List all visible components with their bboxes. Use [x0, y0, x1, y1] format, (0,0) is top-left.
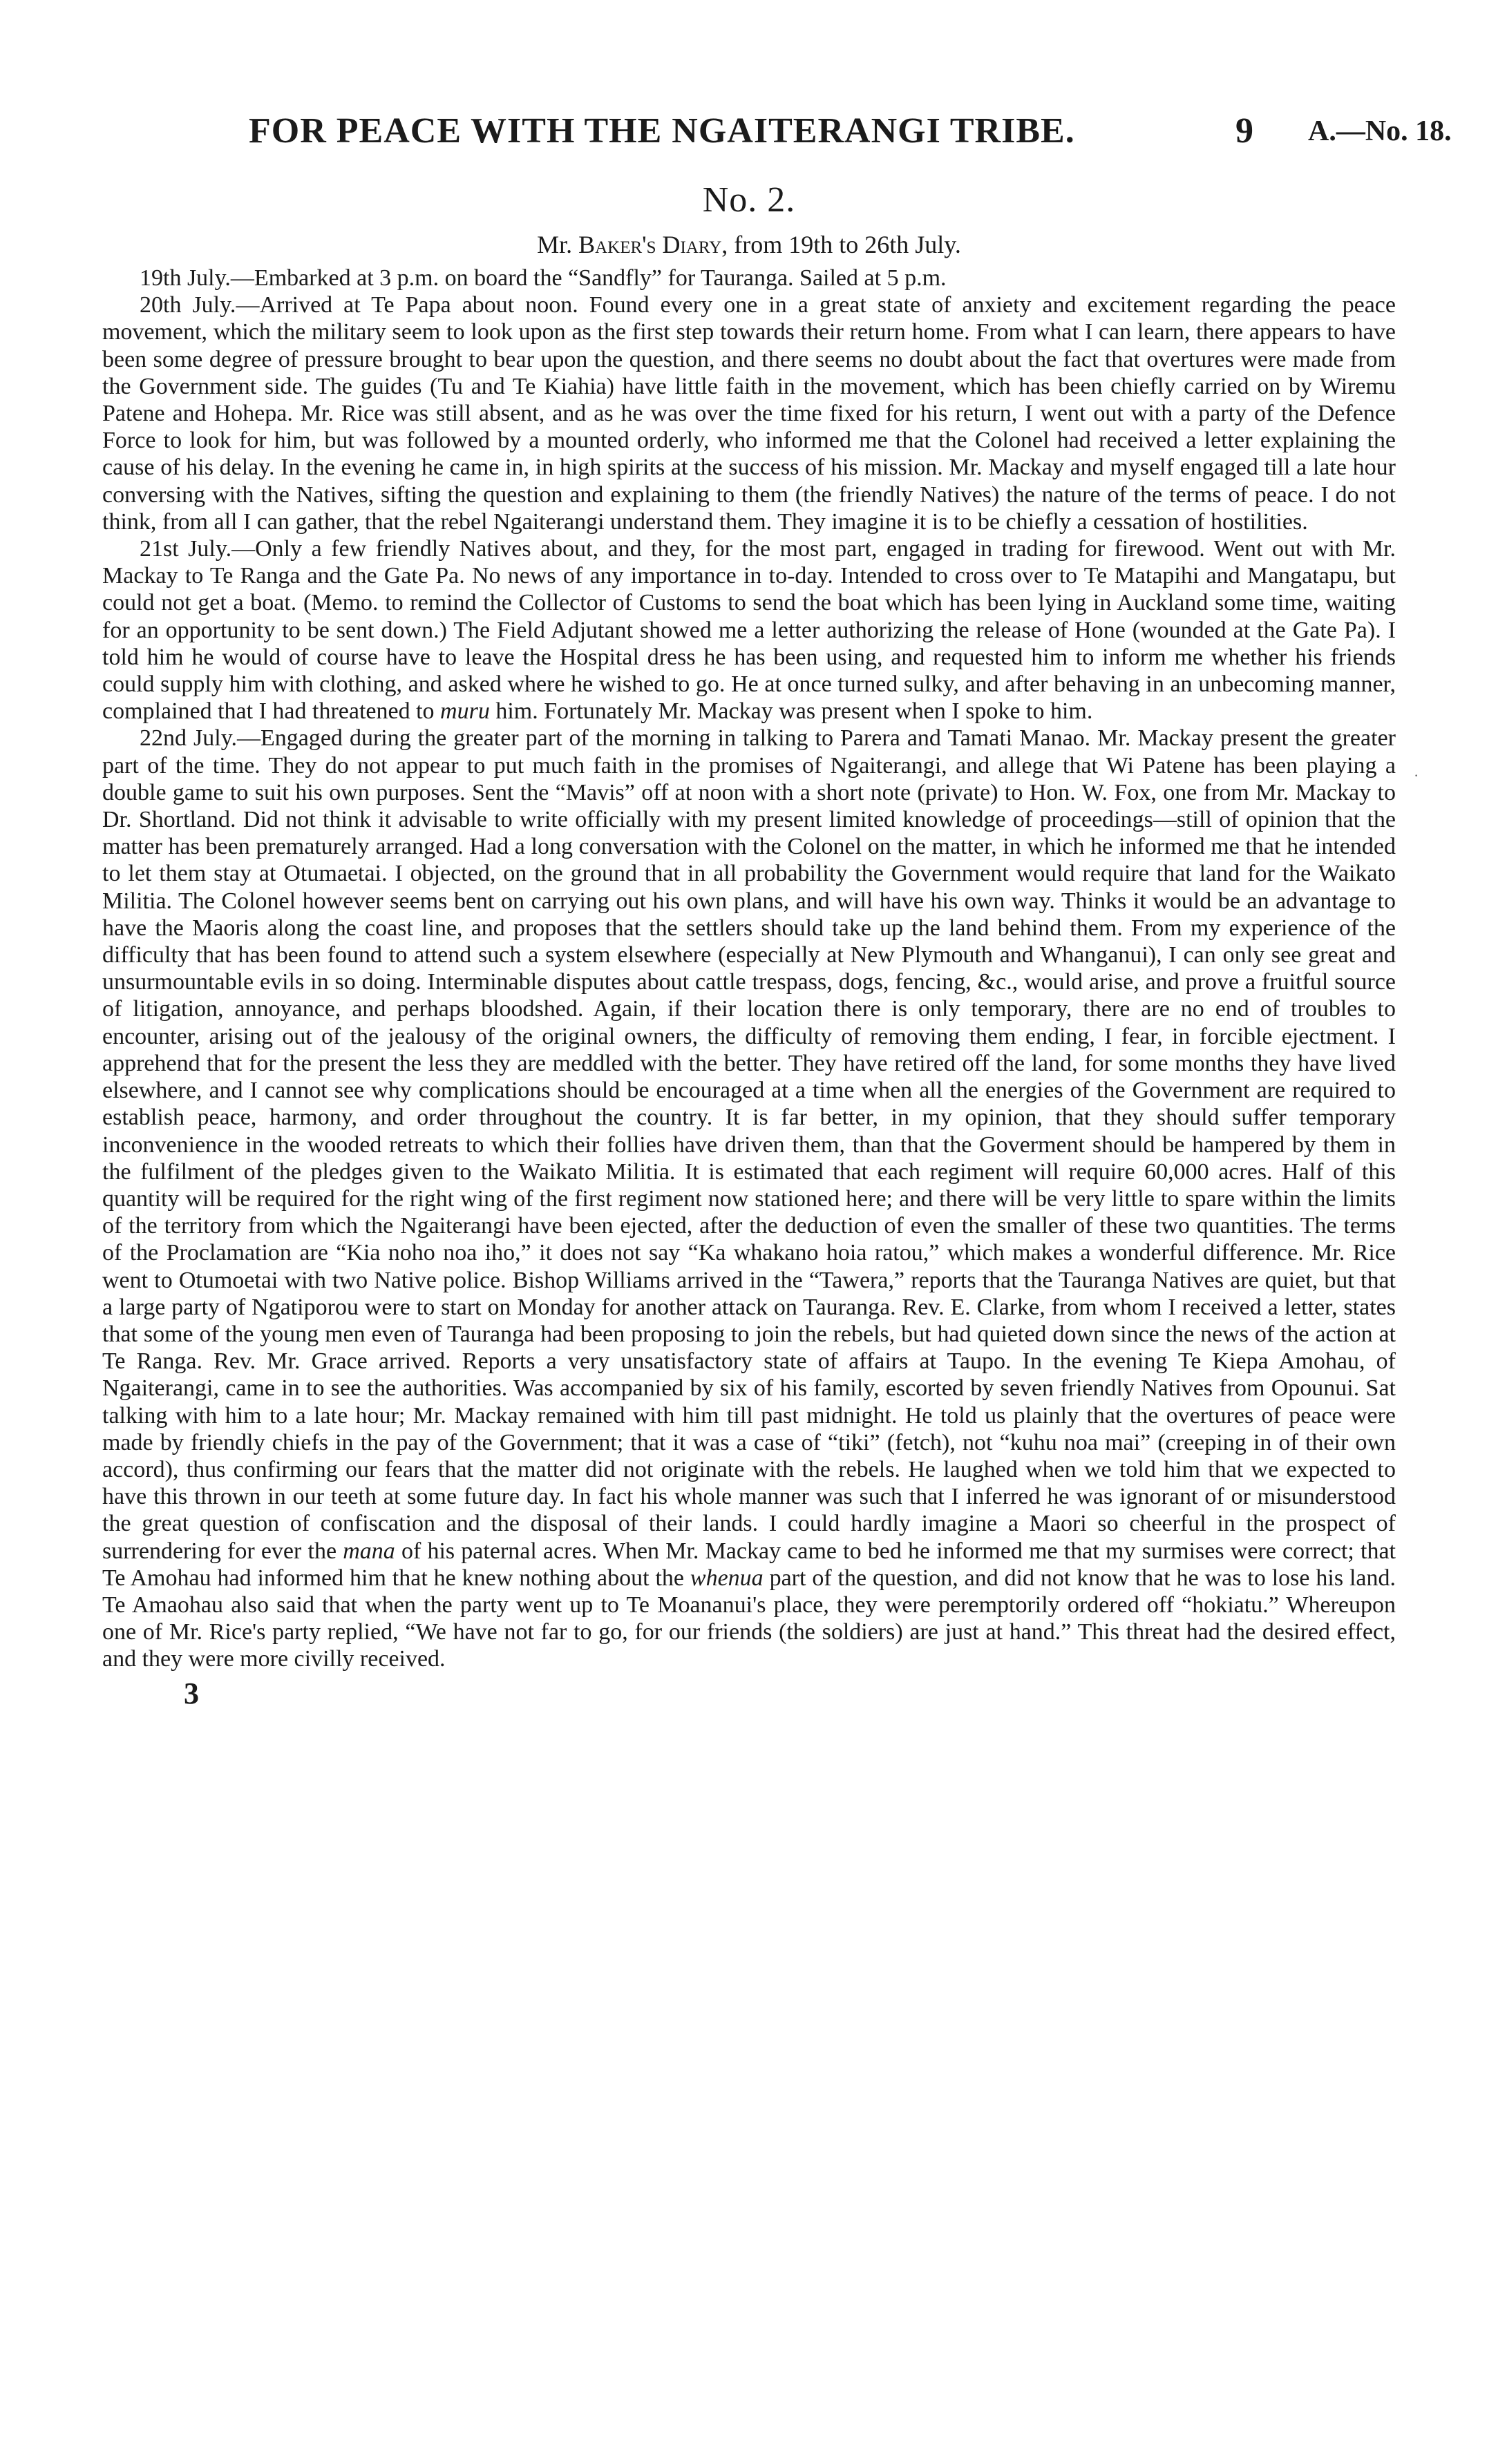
entry-date: 22nd July.: [140, 725, 237, 752]
signature-mark: 3: [184, 1676, 199, 1710]
entry-text-part: of his paternal acres. When Mr. Mackay came to bed he informed me that my surmises were correct; that Te Amohau had informed him that he knew nothing about the: [102, 1538, 1396, 1591]
entry-text-part: him. Fortunately Mr. Mackay was present when I spoke to him.: [489, 698, 1093, 725]
document-number: No. 2.: [702, 180, 796, 220]
italic-term: muru: [440, 698, 490, 725]
entry-date: 20th July.: [140, 292, 236, 318]
page-number: 9: [1235, 111, 1253, 151]
diary-entry-22nd-july: [102, 725, 1396, 1672]
diary-entry-19th-july: [102, 265, 1396, 292]
entry-text-part: —Engaged during the greater part of the morning in talking to Parera and Tamati Manao. Mr. Mackay present the greater part of the time. They do not appear to put much faith in the promises of Ngaiterangi, and allege that Wi Patene has been playing a double game to suit his own purposes. Sent the “Mavis” off at noon with a short note (private) to Hon. W. Fox, one from Mr. Mackay to Dr. Shortland. Did not think it advisable to write officially with my present limited knowledge of proceedings—still of opinion that the matter has been prematurely arranged. Had a long conversation with the Colonel on the matter, in which he informed me that he intended to let them stay at Otumaetai. I objected, on the ground that in all probability the Government would require that land for the Waikato Militia. The Colonel however seems bent on carrying out his own plans, and will have his own way. Thinks it would be an advantage to have the Maoris along the coast line, and proposes that the settlers should take up the land behind them. From my experience of the difficulty that has been found to attend such a system elsewhere (especially at New Plymouth and Whanganui), I can only see great and unsurmountable evils in so doing. Interminable disputes about cattle trespass, dogs, fencing, &c., would arise, and prove a fruitful source of litigation, annoyance, and perhaps bloodshed. Again, if their location there is only temporary, there are no end of troubles to encounter, arising out of the jealousy of the original owners, the difficulty of removing them ending, I fear, in forcible ejectment. I apprehend that for the present the less they are meddled with the better. They have retired off the land, for some months they have lived elsewhere, and I cannot see why complications should be encouraged at a time when all the energies of the Government are required to establish peace, harmony, and order throughout the country. It is far better, in my opinion, that they should suffer temporary inconvenience in the wooded retreats to which their follies have driven them, than that the Goverment should be hampered by them in the fulfilment of the pledges given to the Waikato Militia. It is estimated that each regiment will require 60,000 acres. Half of this quantity will be required for the right wing of the first regiment now stationed here; and there will be very little to spare within the limits of the territory from which the Ngaiterangi have been ejected, after the deduction of even the smaller of these two quantities. The terms of the Proclamation are “Kia noho noa iho,” it does not say “Ka whakano hoia ratou,” which makes a wonderful difference. Mr. Rice went to Otumoetai with two Native police. Bishop Williams arrived in the “Tawera,” reports that the Tauranga Natives are quiet, but that a large party of Ngatiporou were to start on Monday for another attack on Tauranga. Rev. E. Clarke, from whom I received a letter, states that some of the young men even of Tauranga had been proposing to join the rebels, but had quieted down since the news of the action at Te Ranga. Rev. Mr. Grace arrived. Reports a very unsatisfactory state of affairs at Taupo. In the evening Te Kiepa Amohau, of Ngaiterangi, came in to see the authorities. Was accompanied by six of his family, escorted by seven friendly Natives from Opounui. Sat talking with him to a late hour; Mr. Mackay remained with him till past midnight. He told us plainly that the overtures of peace were made by friendly chiefs in the pay of the Government; that it was a case of “tiki” (fetch), not “kuhu noa mai” (creeping in of their own accord), thus confirming our fears that the matter did not originate with the rebels. He laughed when we told him that we expected to have this thrown in our teeth at some future day. In fact his whole manner was such that I inferred he was ignorant of or misunderstood the great question of confiscation and the disposal of their lands. I could hardly imagine a Maori so cheerful in the prospect of surrendering for ever the: [102, 725, 1396, 1564]
entry-text-part: —Only a few friendly Natives about, and they, for the most part, engaged in trading for firewood. Went out with Mr. Mackay to Te Ranga and the Gate Pa. No news of any importance in to-day. Intended to cross over to Te Matapihi and Mangatapu, but could not get a boat. (Memo. to remind the Collector of Customs to send the boat which has been lying in Auckland some time, waiting for an opportunity to be sent down.) The Field Adjutant showed me a letter authorizing the release of Hone (wounded at the Gate Pa). I told him he would of course have to leave the Hospital dress he has been using, and requested him to inform me whether his friends could supply him with clothing, and asked where he wished to go. He at once turned sulky, and after behaving in an unbecoming manner, complained that I had threatened to: [102, 536, 1396, 725]
entry-date: 21st July.: [140, 536, 232, 562]
entry-text: —Embarked at 3 p.m. on board the “Sandfly” for Tauranga. Sailed at 5 p.m.: [230, 265, 947, 291]
italic-term: whenua: [690, 1565, 764, 1591]
subtitle-name: Baker's Diary: [578, 231, 722, 258]
document-page: [102, 111, 1452, 1711]
margin-dot-mark: ·: [1414, 767, 1419, 784]
running-header: [102, 111, 1452, 166]
header-title: FOR PEACE WITH THE NGAITERANGI TRIBE.: [249, 111, 1075, 151]
document-reference: A.—No. 18.: [1308, 115, 1452, 147]
entry-text: —Arrived at Te Papa about noon. Found every one in a great state of anxiety and excitement regarding the peace movement, which the military seem to look upon as the first step towards their return home. From what I can learn, there appears to have been some degree of pressure brought to bear upon the question, and there seems no doubt about the fact that overtures were made from the Government side. The guides (Tu and Te Kiahia) have little faith in the movement, which has been chiefly carried on by Wiremu Patene and Hohepa. Mr. Rice was still absent, and as he was over the time fixed for his return, I went out with a party of the Defence Force to look for him, but was followed by a mounted orderly, who informed me that the Colonel had received a letter explaining the cause of his delay. In the evening he came in, in high spirits at the success of his mission. Mr. Mackay and myself engaged till a late hour conversing with the Natives, sifting the question and explaining to them (the friendly Natives) the nature of the terms of peace. I do not think, from all I can gather, that the rebel Ngaiterangi understand them. They imagine it is to be chiefly a cessation of hostilities.: [102, 292, 1396, 535]
subtitle-suffix: , from 19th to 26th July.: [721, 231, 961, 258]
entry-text-part: part of the question, and did not know that he was to lose his land. Te Amaohau also said that when the party went up to Te Moananui's place, they were peremptorily ordered off “hokiatu.” Whereupon one of Mr. Rice's party replied, “We have not far to go, for our friends (the soldiers) are just at hand.” This threat had the desired effect, and they were more civilly received.: [102, 1565, 1396, 1672]
entry-date: 19th July.: [140, 265, 231, 291]
document-subtitle: [102, 230, 1396, 259]
subtitle-prefix: Mr.: [537, 231, 579, 258]
diary-entry-20th-july: [102, 292, 1396, 535]
italic-term: mana: [343, 1538, 395, 1564]
diary-entry-21st-july: [102, 535, 1396, 725]
